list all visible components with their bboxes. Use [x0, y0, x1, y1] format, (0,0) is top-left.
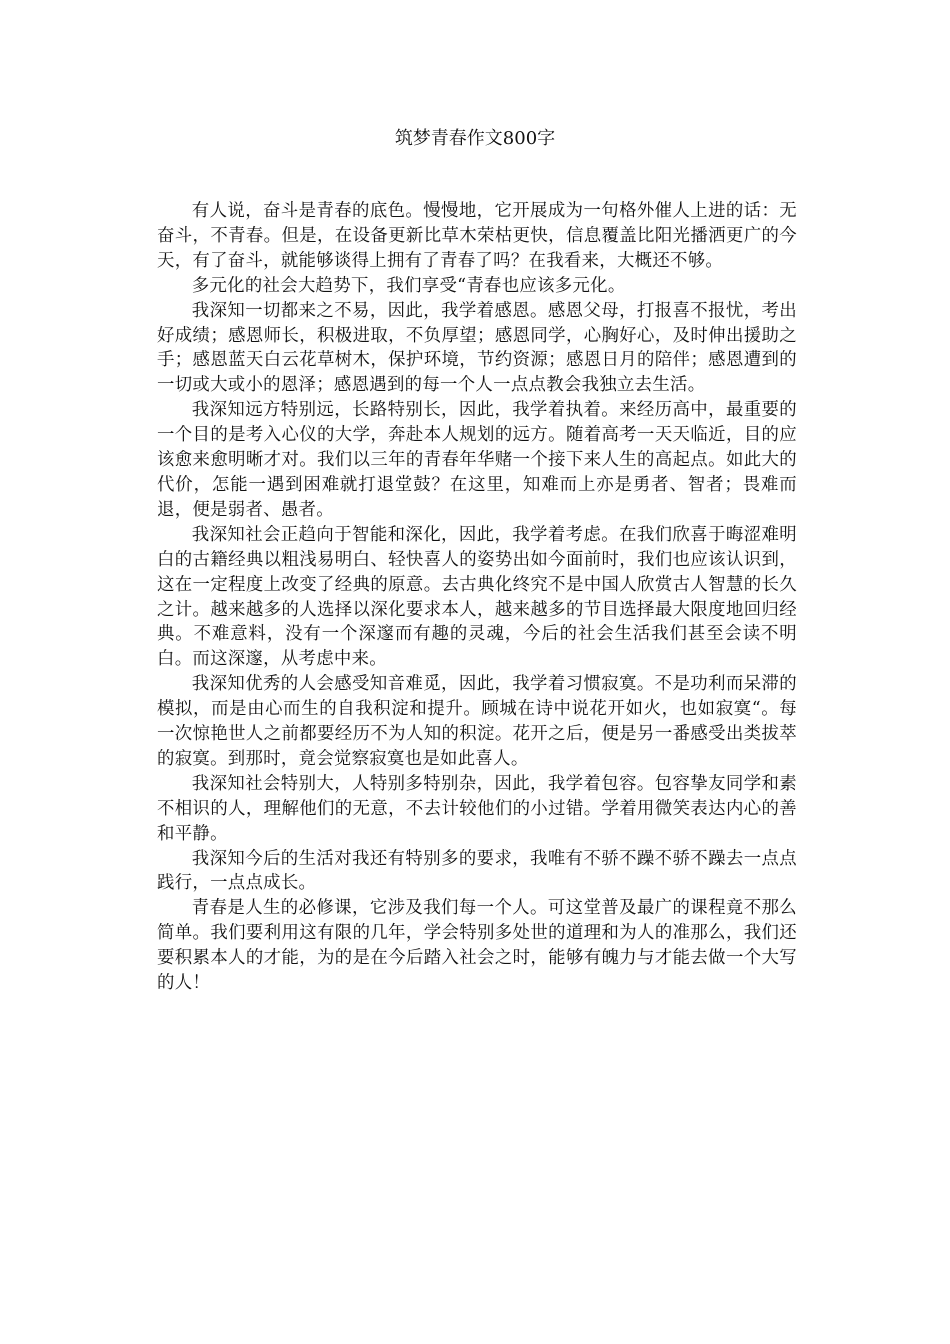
paragraph: 我深知社会正趋向于智能和深化，因此，我学着考虑。在我们欣喜于晦涩难明白的古籍经典以粗浅易明白、轻快喜人的姿势出如今面前时，我们也应该认识到，这在一定程度上改变了经典的原意。去古典化终究不是中国人欣赏古人智慧的长久之计。越来越多的人选择以深化要求本人，越来越多的节目选择最大限度地回归经典。不难意料，没有一个深邃而有趣的灵魂，今后的社会生活我们甚至会读不明白。而这深邃，从考虑中来。: [157, 524, 797, 670]
paragraph: 我深知优秀的人会感受知音难觅，因此，我学着习惯寂寞。不是功利而呆滞的模拟，而是由心而生的自我积淀和提升。顾城在诗中说花开如火，也如寂寞“。每一次惊艳世人之前都要经历不为人知的积淀。花开之后，便是另一番感受出类拔萃的寂寞。到那时，竟会觉察寂寞也是如此喜人。: [157, 674, 797, 769]
paragraph: 多元化的社会大趋势下，我们享受“青春也应该多元化。: [191, 275, 626, 296]
paragraph: 有人说，奋斗是青春的底色。慢慢地，它开展成为一句格外催人上进的话：无奋斗，不青春。但是，在设备更新比草木荣枯更快，信息覆盖比阳光播洒更广的今天，有了奋斗，就能够谈得上拥有了青春了吗？在我看来，大概还不够。: [157, 201, 797, 271]
document-title: 筑梦青春作文800字: [394, 128, 556, 149]
paragraph: 我深知远方特别远，长路特别长，因此，我学着执着。来经历高中，最重要的一个目的是考入心仪的大学，奔赴本人规划的远方。随着高考一天天临近，目的应该愈来愈明晰才对。我们以三年的青春年华赌一个接下来人生的高起点。如此大的代价，怎能一遇到困难就打退堂鼓？在这里，知难而上亦是勇者、智者；畏难而退，便是弱者、愚者。: [157, 400, 797, 520]
paragraph: 青春是人生的必修课，它涉及我们每一个人。可这堂普及最广的课程竟不那么简单。我们要利用这有限的几年，学会特别多处世的道理和为人的准那么，我们还要积累本人的才能，为的是在今后踏入社会之时，能够有魄力与才能去做一个大写的人！: [157, 898, 797, 994]
paragraph: 我深知一切都来之不易，因此，我学着感恩。感恩父母，打报喜不报忧，考出好成绩；感恩师长，积极进取，不负厚望；感恩同学，心胸好心，及时伸出援助之手；感恩蓝天白云花草树木，保护环境，节约资源；感恩日月的陪伴；感恩遭到的一切或大或小的恩泽；感恩遇到的每一个人一点点教会我独立去生活。: [157, 300, 797, 396]
paragraph: 我深知今后的生活对我还有特别多的要求，我唯有不骄不躁不骄不躁去一点点践行，一点点成长。: [157, 848, 797, 894]
paragraph: 我深知社会特别大，人特别多特别杂，因此，我学着包容。包容挚友同学和素不相识的人，理解他们的无意，不去计较他们的小过错。学着用微笑表达内心的善和平静。: [157, 773, 797, 844]
document-body: [157, 199, 797, 996]
